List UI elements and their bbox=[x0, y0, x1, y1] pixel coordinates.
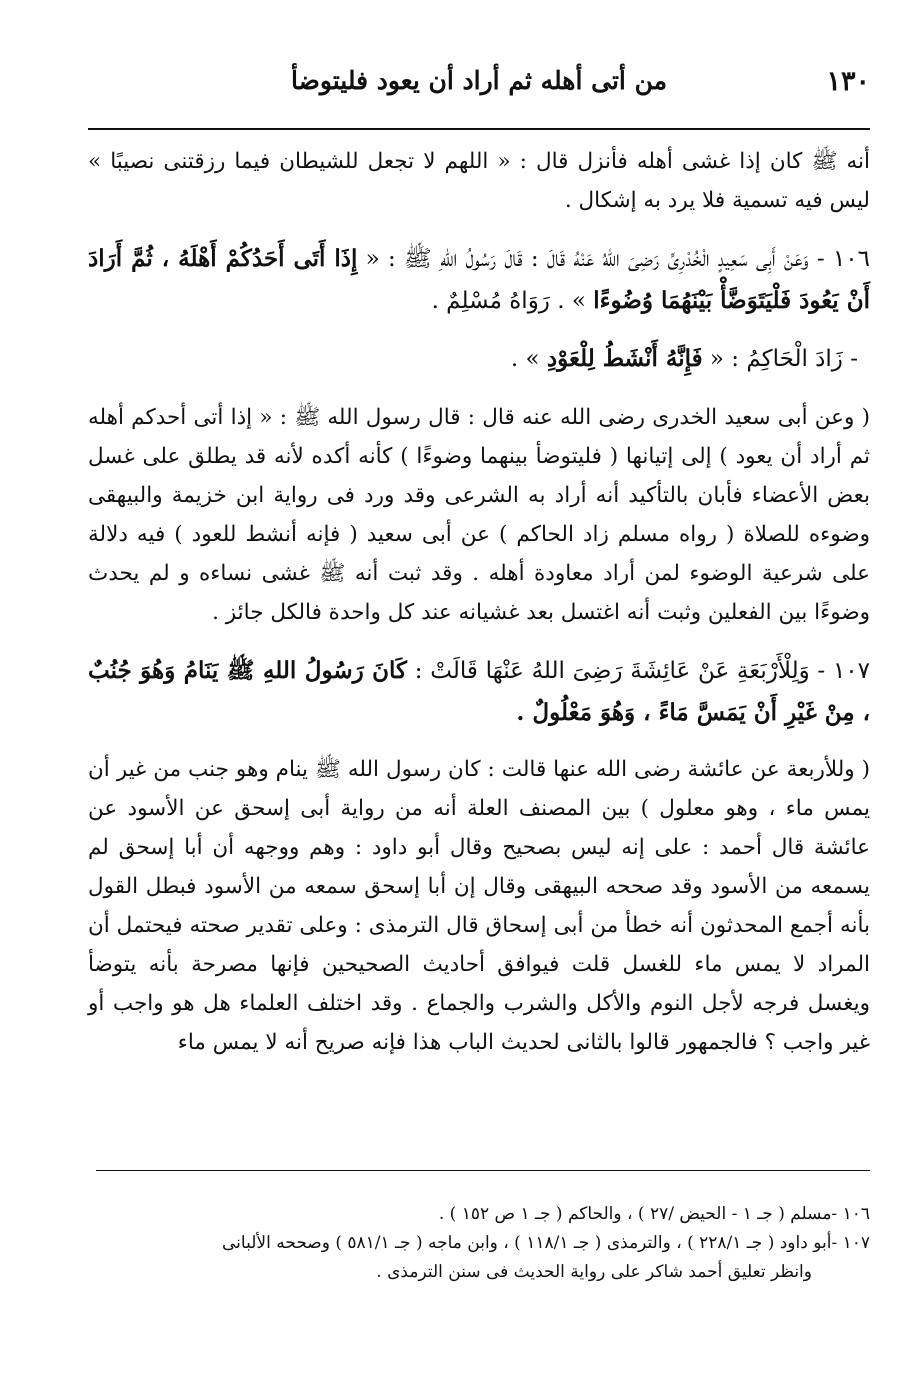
hadith-106-addendum bbox=[88, 338, 870, 380]
hadith-107 bbox=[88, 650, 870, 734]
footnotes bbox=[88, 1200, 870, 1287]
hadith-107-text: كَانَ رَسُولُ اللهِ ﷺ يَنَامُ وَهُوَ جُنُبٌ ، مِنْ غَيْرِ أَنْ يَمَسَّ مَاءً ، وَهُوَ مَعْلُولٌ . bbox=[88, 657, 870, 726]
hadith-106-text: إِذَا أَتَى أَحَدُكُمْ أَهْلَهُ ، ثُمَّ أَرَادَ أَنْ يَعُودَ فَلْيَتَوَضَّأْ بَيْنَهُمَا وُضُوءًا bbox=[88, 245, 870, 314]
commentary-106: ( وعن أبى سعيد الخدرى رضى الله عنه قال : قال رسول الله ﷺ : « إذا أتى أحدكم أهله ثم أراد أن يعود ) إلى إتيانها ( فليتوضأ بينهما وضوءًا ) كأنه أكده لأنه قد يطلق على غسل بعض الأعضاء فأبان بالتأكيد أنه أراد به الشرعى وقد ورد فى رواية ابن خزيمة والبيهقى وضوءه للصلاة ( رواه مسلم زاد الحاكم ) عن أبى سعيد ( فإنه أنشط للعود ) فيه دلالة على شرعية الوضوء لمن أراد معاودة أهله . وقد ثبت أنه ﷺ غشى نساءه و لم يحدث وضوءًا بين الفعلين وثبت أنه اغتسل بعد غشيانه عند كل واحدة فالكل جائز . bbox=[88, 405, 870, 625]
footnote-107-continuation: وانظر تعليق أحمد شاكر على رواية الحديث فى سنن الترمذى . bbox=[376, 1262, 812, 1282]
addendum-tail: » . bbox=[510, 346, 540, 372]
header-rule bbox=[88, 128, 870, 130]
footnote-rule bbox=[96, 1170, 870, 1171]
chapter-title: من أتى أهله ثم أراد أن يعود فليتوضأ bbox=[290, 66, 668, 95]
intro-paragraph: أنه ﷺ كان إذا غشى أهله فأنزل قال : « اللهم لا تجعل للشيطان فيما رزقتنى نصيبًا » ليس فيه تسمية فلا يرد به إشكال . bbox=[88, 149, 870, 213]
addendum-lead: - زَادَ الْحَاكِمُ : « bbox=[709, 346, 858, 372]
hadith-106 bbox=[88, 238, 870, 322]
addendum-text: فَإِنَّهُ أَنْشَطُ لِلْعَوْدِ bbox=[546, 345, 703, 372]
running-header bbox=[88, 58, 870, 128]
page-number: ١٣٠ bbox=[826, 66, 870, 97]
footnote-106: ١٠٦ -مسلم ( جـ ١ - الحيض /٢٧ ) ، والحاكم ( جـ ١ ص ١٥٢ ) . bbox=[438, 1204, 870, 1224]
hadith-107-lead: ١٠٧ - وَلِلْأَرْبَعَةِ عَنْ عَائِشَةَ رَضِىَ اللهُ عَنْهَا قَالَتْ : bbox=[414, 658, 871, 684]
footnote-107: ١٠٧ -أبو داود ( جـ ٢٢٨/١ ) ، والترمذى ( جـ ١١٨/١ ) ، وابن ماجه ( جـ ٥٨١/١ ) وصححه الألبانى bbox=[222, 1233, 870, 1253]
book-page bbox=[88, 58, 870, 1348]
hadith-106-tail: » . رَوَاهُ مُسْلِمٌ . bbox=[431, 288, 586, 314]
commentary-107: ( وللأربعة عن عائشة رضى الله عنها قالت : كان رسول الله ﷺ ينام وهو جنب من غير أن يمس ماء ، وهو معلول ) بين المصنف العلة أنه من رواية أبى إسحق عن الأسود عن عائشة قال أحمد : على إنه ليس بصحيح وقال أبو داود : وهم ووجهه أن أبا إسحق لم يسمعه من الأسود وقد صححه البيهقى وقال إن أبا إسحق سمعه من الأسود فبطل القول بأنه أجمع المحدثون أنه خطأ من أبى إسحاق قال الترمذى : وعلى تقدير صحته فيحتمل أن المراد لا يمس ماء للغسل قلت فيوافق أحاديث الصحيحين فإنها مصرحة بأنه يتوضأ ويغسل فرجه لأجل النوم والأكل والشرب والجماع . وقد اختلف العلماء هل هو واجب أو غير واجب ؟ فالجمهور قالوا بالثانى لحديث الباب هذا فإنه صريح أنه لا يمس ماء bbox=[88, 757, 870, 1055]
hadith-106-lead: ١٠٦ - وَعَنْ أَبِى سَعِيدٍ الْخُدْرِىِّ رَضِىَ اللهُ عَنْهُ قَالَ : قَالَ رَسُولُ اللهِ ﷺ : « bbox=[365, 246, 870, 272]
